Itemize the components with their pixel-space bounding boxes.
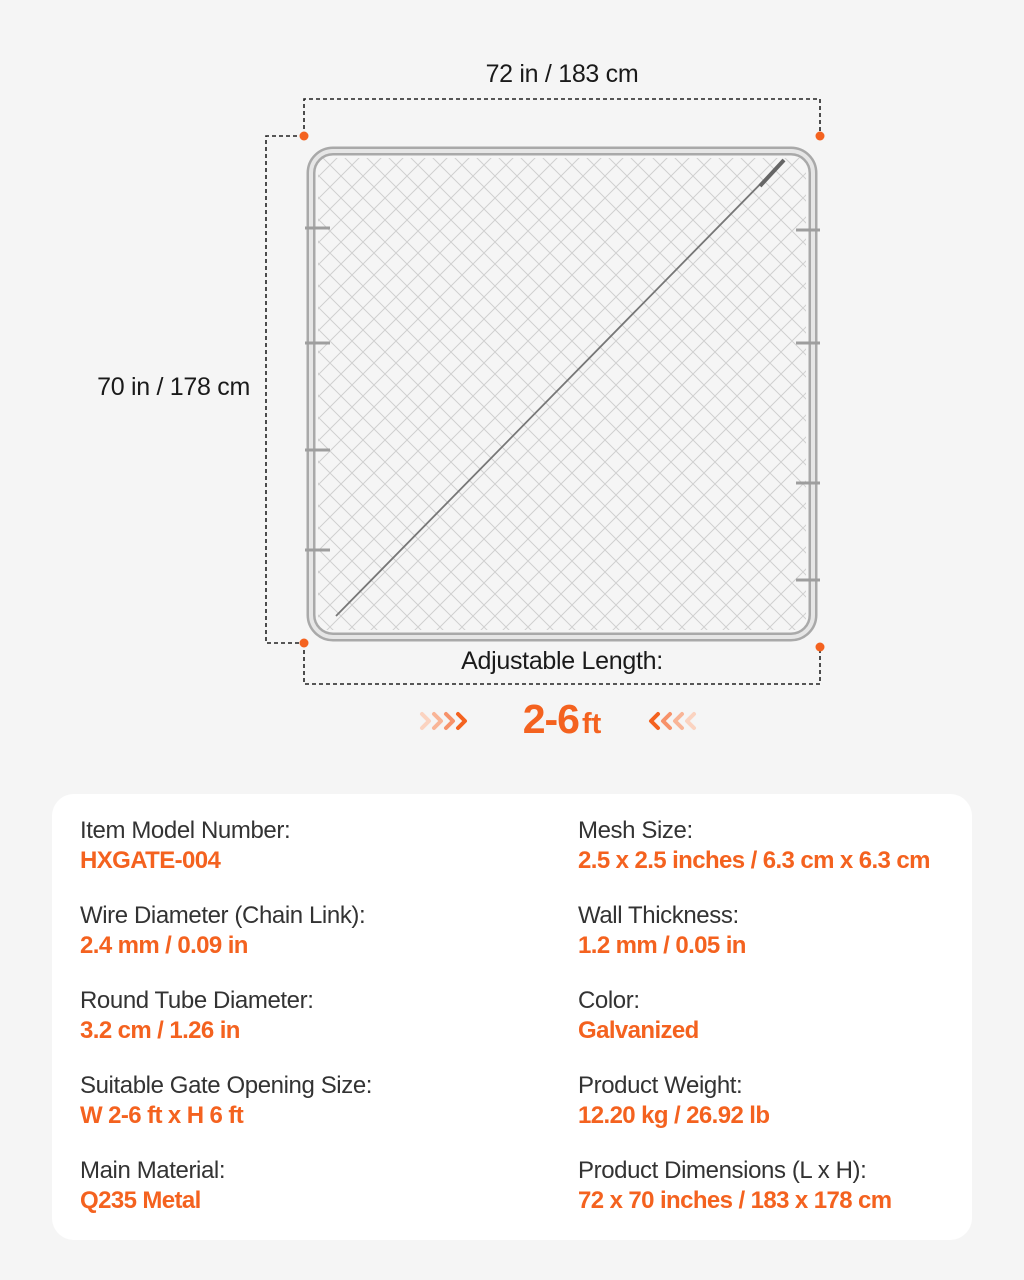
spec-label: Round Tube Diameter: (80, 987, 314, 1014)
spec-value: 2.4 mm / 0.09 in (80, 932, 248, 959)
spec-wire-diameter (80, 901, 540, 986)
spec-label: Main Material: (80, 1157, 226, 1184)
spec-product-weight (578, 1071, 968, 1156)
spec-wall-thickness (578, 901, 968, 986)
spec-mesh-size (578, 816, 968, 901)
spec-value: 3.2 cm / 1.26 in (80, 1017, 240, 1044)
arrows-left-icon (646, 708, 706, 734)
spec-label: Item Model Number: (80, 817, 291, 844)
height-dimension-label: 70 in / 178 cm (97, 373, 250, 401)
spec-value: HXGATE-004 (80, 847, 221, 874)
spec-label: Wall Thickness: (578, 902, 739, 929)
spec-opening-size (80, 1071, 540, 1156)
adjustable-range (0, 696, 1024, 743)
spec-label: Color: (578, 987, 640, 1014)
spec-tube-diameter (80, 986, 540, 1071)
range-value: 2-6 (522, 696, 579, 742)
spec-value: 72 x 70 inches / 183 x 178 cm (578, 1187, 892, 1214)
spec-label: Product Dimensions (L x H): (578, 1157, 867, 1184)
spec-product-dimensions (578, 1156, 968, 1241)
adjustable-length-label: Adjustable Length: (461, 647, 663, 675)
spec-value: W 2-6 ft x H 6 ft (80, 1102, 244, 1129)
range-unit: ft (581, 708, 602, 740)
spec-main-material (80, 1156, 540, 1241)
spec-label: Mesh Size: (578, 817, 693, 844)
spec-label: Suitable Gate Opening Size: (80, 1072, 373, 1099)
specifications-card (52, 794, 972, 1240)
spec-color (578, 986, 968, 1071)
spec-value: 2.5 x 2.5 inches / 6.3 cm x 6.3 cm (578, 847, 930, 874)
spec-label: Wire Diameter (Chain Link): (80, 902, 366, 929)
width-dimension-label: 72 in / 183 cm (485, 60, 639, 88)
spec-model-number (80, 816, 540, 901)
spec-label: Product Weight: (578, 1072, 743, 1099)
spec-value: 12.20 kg / 26.92 lb (578, 1102, 770, 1129)
spec-value: Q235 Metal (80, 1187, 201, 1214)
spec-value: Galvanized (578, 1017, 699, 1044)
specs-right-column (578, 816, 968, 1241)
specs-left-column (80, 816, 540, 1241)
spec-value: 1.2 mm / 0.05 in (578, 932, 746, 959)
